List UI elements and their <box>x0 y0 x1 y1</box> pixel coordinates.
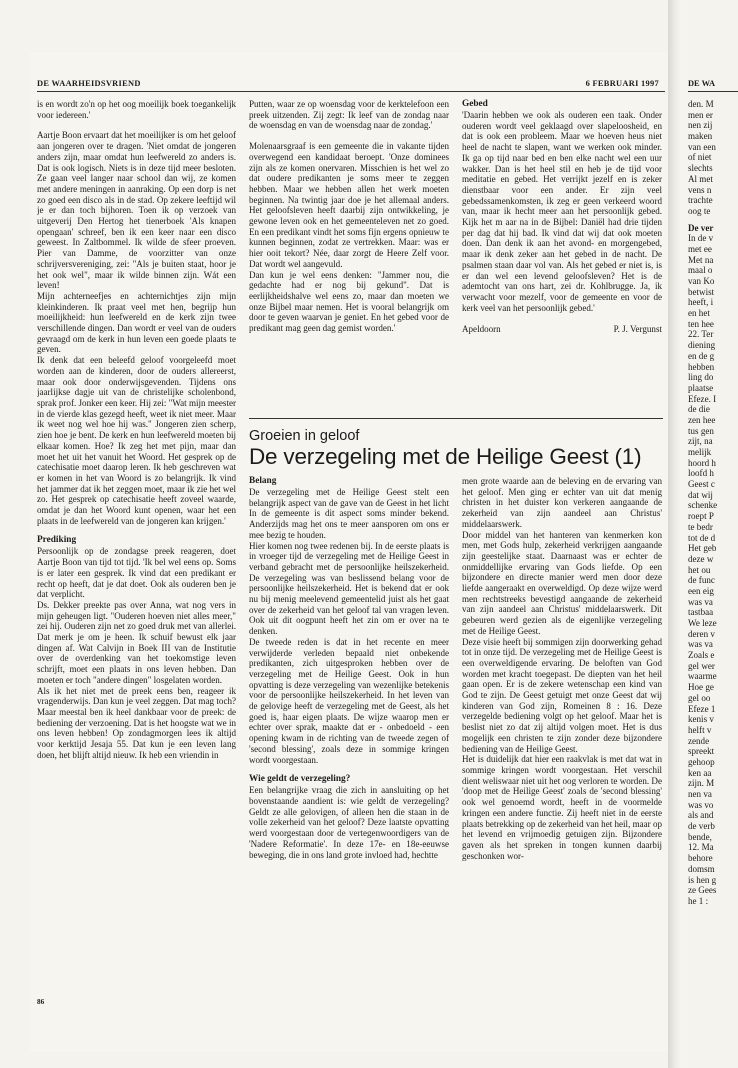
subheading-wie-geldt: Wie geldt de verzegeling? <box>249 774 351 785</box>
page-gutter <box>668 0 682 1068</box>
text-line <box>688 928 738 939</box>
text-line: oog te <box>688 205 711 216</box>
text-line: trachte <box>688 195 713 206</box>
article-column-2 <box>462 476 662 1046</box>
paragraph: Aartje Boon ervaart dat het moeilijker is om het geloof aan jongeren over te dragen. 'Niet omdat de jongeren anders zijn, maar omdat hun leefwereld zo anders is. Dat is ook logisch. Niets is in deze tijd meer besloten. Ze gaan veel langer naar school dan wij, ze komen met andere meningen in aanraking. Op een dorp is net zo goed een disco als in de stad. Op zekere leeftijd wil je er dan toch bijhoren. Toen ik op verzoek van uitgeverij Den Hertog het tienerboek 'Als knapen opengaan' schreef, ben ik een keer naar een disco geweest. In Zaltbommel. Ik wilde de sfeer proeven. Pier van Damme, de voorzitter van onze schrijversvereniging, zei: "Als je buiten staat, hoor je het ook wel", maar ik wilde binnen zijn. Wát een leven! <box>37 130 236 291</box>
text-line <box>688 939 738 950</box>
text-line: maken <box>688 131 713 142</box>
paragraph: is en wordt zo'n op het oog moeilijk boek toegankelijk voor iedereen.' <box>37 99 236 120</box>
text-line: betwist <box>688 286 715 297</box>
text-line: nen va <box>688 789 712 799</box>
paragraph: De verzegeling met de Heilige Geest stelt een belangrijk aspect van de gave van de Geest in het licht In de gemeente is dit aspect soms minder bekend. Anderzijds mag het ons te meer aansporen om ons er mee bezig te houden. <box>249 487 449 540</box>
paragraph: Hier komen nog twee redenen bij. In de eerste plaats is in vroeger tijd de verzegeling met de Heilige Geest in verband gebracht met de persoonlijke heilszekerheid. De verzegeling was van beslissend belang voor de persoonlijke heilszekerheid. Het is bekend dat er ook nu bij menig meelevend gemeentelid juist als het gaat over de zekerheid van het geloof tal van vragen leven. Ook uit dit oogpunt heeft het zin om er over na te denken. <box>249 540 449 637</box>
header-rule <box>37 91 665 92</box>
text-line <box>688 917 738 928</box>
text-line <box>688 971 738 982</box>
text-line: was va <box>688 639 713 650</box>
text-line: plaatse <box>688 382 714 393</box>
text-line: zijt, na <box>688 436 713 447</box>
paragraph: Door middel van het hanteren van kenmerken kon men, met Gods hulp, zekerheid verkrijgen aangaande zijn geestelijke staat. Daarnaast was er echter de onmiddellijke ervaring van Gods liefde. Op een bijzondere en directe manier werd men door deze liefde aangeraakt en overweldigd. Op deze wijze werd men rechtstreeks bevestigd aangaande de zekerheid van zijn aandeel aan Christus' middelaarswerk. Dit gebeuren werd gezien als de eigenlijke verzegeling met de Heilige Geest. <box>462 529 662 636</box>
subheading-gebed: Gebed <box>462 99 488 109</box>
article-kicker: Groeien in geloof <box>249 428 360 444</box>
text-line: he 1 : <box>688 895 709 906</box>
text-line: was vo <box>688 799 714 810</box>
text-line <box>688 992 738 1003</box>
text-line: hoord h <box>688 457 716 468</box>
text-line: Al met <box>688 173 713 184</box>
article-title: De verzegeling met de Heilige Geest (1) <box>249 444 642 469</box>
next-page-column <box>688 99 738 1013</box>
text-line: te bedr <box>688 521 713 532</box>
text-line: ze Gees <box>688 885 717 896</box>
text-line: de die <box>688 404 710 415</box>
text-line: loofd h <box>688 468 714 479</box>
next-page-fragment <box>682 52 738 1052</box>
text-line: een eig <box>688 585 714 596</box>
signature-line <box>462 324 662 335</box>
column-2-top <box>249 99 449 394</box>
text-line: maal o <box>688 265 713 276</box>
text-line: helft v <box>688 724 712 735</box>
text-line: Efeze 1 <box>688 703 716 714</box>
next-page-header: DE WA <box>688 79 716 88</box>
text-line: Geest c <box>688 479 715 490</box>
column-3-top <box>462 99 662 410</box>
magazine-page <box>30 52 668 1052</box>
text-line: zen hee <box>688 414 716 425</box>
text-line: van Ko <box>688 276 715 286</box>
text-line: Efeze. I <box>688 393 717 404</box>
text-line: zijn. M <box>688 778 715 789</box>
text-line: ten hee <box>688 318 714 329</box>
text-line: met ee <box>688 243 712 254</box>
paragraph: De tweede reden is dat in het recente en meer verwijderde verleden bepaald niet onbekende predikanten, zich uitgesproken hebben over de verzegeling met de Heilige Geest. Ook in hun opvatting is deze verzegeling van wezenlijke betekenis voor de persoonlijke heilszekerheid. In het leven van de gelovige heeft de verzegeling met de Geest, als het goed is, haar eigen plaats. De wijze waarop men er echter over sprak, maakte dat er - onbedoeld - een opening kwam in de richting van de tweede zegen of 'second blessing', zoals deze in sommige kringen wordt voorgestaan. <box>249 636 449 765</box>
paragraph: 'Daarin hebben we ook als ouderen een taak. Onder ouderen wordt veel geklaagd over slapeloosheid, en dat is ook een probleem. Maar we hoeven heus niet heel de nacht te slapen, want we werken ook minder. Ik ga op tijd naar bed en ben elke nacht wel een uur wakker. Dan is het heel stil en heb je de tijd voor meditatie en gebed. Het verrijkt jezelf en is zeker dienstbaar voor een ander. Er zijn veel gebedssamenkomsten, ik zeg er geen verkeerd woord van, maar ik hecht meer aan het persoonlijk gebed. Kijk het m aar na in de Bijbel: Daniël had drie tijden per dag dat hij bad. Ik vind dat wij dat ook moeten doen. Dan denk ik aan het avond- en morgengebed, maar ik denk zeker aan het gebed in de nacht. De psalmen staan daar vol van. Als het gebed er niet is, is er dan wel een levend geloofsleven? Het is de ademtocht van ons hart, zei dr. Kohlbrugge. Ja, ik verwacht voor mezelf, voor de gemeente en voor de kerk veel van het persoonlijk gebed.' <box>462 110 662 313</box>
paragraph: Dan kun je wel eens denken: "Jammer nou, die gedachte had er nog bij gekund". Dat is eerlijkheidshalve wel eens zo, maar dan moeten we onze Bijbel maar nemen. Het is vooral belangrijk om door te geven waarvan je geniet. En het gebed voor de predikant mag geen dag gemist worden.' <box>249 269 449 334</box>
article-column-1 <box>249 476 449 1046</box>
signature-author: P. J. Vergunst <box>613 324 662 335</box>
paragraph: Een belangrijke vraag die zich in aansluiting op het bovenstaande aandient is: wie geldt de verzegeling? Geldt ze alle gelovigen, of alleen hen die staan in de volle zekerheid van het geloof? Deze laatste opvatting werd voorgestaan door de vertegenwoordigers van de 'Nadere Reformatie'. In deze 17e- en 18e-eeuwse beweging, die in ons land grote invloed had, hechtte <box>249 785 449 860</box>
text-line: gehoop <box>688 756 715 767</box>
text-line: zende <box>688 735 710 746</box>
text-line: diening <box>688 340 716 351</box>
paragraph: Ds. Dekker preekte pas over Anna, wat nog vers in mijn geheugen ligt. "Ouderen hoeven niet alles meer," zei hij. Ouderen zijn net zo goed druk met van allerlei. Dat merk je om je heen. Ik schuif bewust elk jaar dingen af. Wat Calvijn in Boek III van de Institutie over de overdenking van het toekomstige leven schrijft, moet een plaats in ons leven hebben. Dan moeten er toch "andere dingen" losgelaten worden. <box>37 599 236 685</box>
text-line: slechts <box>688 163 713 174</box>
column-1 <box>37 99 236 1044</box>
paragraph: Putten, waar ze op woensdag voor de kerktelefoon een preek uitzenden. Zij zegt: Ik leef van de zondag naar de woensdag en van de woensdag naar de zondag.' <box>249 99 449 131</box>
text-line: ken aa <box>688 767 712 778</box>
text-line: behore <box>688 853 713 864</box>
paragraph: Ik denk dat een beleefd geloof voorgeleefd moet worden aan de kinderen, door de ouders allereerst, maar ook door onderwijsgevenden. Tijdens ons jaarlijkse dagje uit van de christelijke scholenbond, sprak prof. Jonker een keer. Hij zei: "Wat mijn meester in de vierde klas gezegd heeft, weet ik niet meer. Maar ik weet nog wel hoe hij was." Jongeren zien scherp, zien hoe je bent. De kerk en hun leefwereld moeten bij elkaar komen. Hoe? Ik zeg het met pijn, maar dan moet het uit het vanuit het Woord. Het gesprek op de catechisatie moet daarop leren. Ik heb geschreven wat er komen in het van Woord is zo belangrijk. Ik vind het jammer dat ik het zeggen moet, maar ik zie het wel zo. Het gesprek op catechisatie heeft zoveel waarde, omdat je dan het Woord kunt openen, waar het een plaats in de leefwereld van de jongeren kan krijgen.' <box>37 355 236 526</box>
text-line: waarme <box>688 671 717 682</box>
text-line: is hen g <box>688 874 717 885</box>
text-line: 22. Ter <box>688 329 714 340</box>
text-line: 12. Ma <box>688 842 714 853</box>
paragraph: Het is duidelijk dat hier een raakvlak is met dat wat in sommige kringen wordt voorgestaan. Het verschil dient weliswaar niet uit het oog verloren te worden. De 'doop met de Heilige Geest' zoals de 'second blessing' ook wel genoemd wordt, heeft in de voormelde kringen een andere functie. Zij heeft niet in de eerste plaats betrekking op de zekerheid van het heil, maar op het levend en vrijmoedig getuigen zijn. Bijzondere gaven als het spreken in tongen kunnen daarbij geschonken wor- <box>462 754 662 861</box>
text-line: het ou <box>688 564 711 575</box>
publication-name: DE WAARHEIDSVRIEND <box>37 79 141 88</box>
text-line: domsm <box>688 863 715 874</box>
text-line: de func <box>688 575 715 586</box>
text-line: ling do <box>688 372 714 383</box>
text-line: de verb <box>688 821 715 832</box>
text-line <box>688 949 738 960</box>
text-line: den. M <box>688 99 714 109</box>
paragraph: Deze visie heeft bij sommigen zijn doorwerking gehad tot in onze tijd. De verzegeling met de Heilige Geest is een overweldigende ervaring. De beloften van God worden met kracht toegepast. De diepten van het heil gaan open. Er is de zekere wetenschap een kind van God te zijn. De Geest getuigt met onze Geest dat wij kinderen van God zijn, Romeinen 8 : 16. Deze verzegelde bediening volgt op het geloof. Maar het is beslist niet zo dat zij altijd volgen moet. Het is dus mogelijk een christen te zijn zonder deze bijzondere bediening van de Heilige Geest. <box>462 636 662 754</box>
issue-date: 6 FEBRUARI 1997 <box>585 79 659 88</box>
text-line: deze w <box>688 553 714 564</box>
text-line: was va <box>688 596 713 607</box>
next-page-heading: De ver <box>688 222 714 233</box>
text-line: Hoe ge <box>688 682 714 693</box>
article-rule <box>249 418 663 419</box>
paragraph: Mijn achterneefjes en achternichtjes zijn mijn kleinkinderen. Ik praat veel met hen, begrijp hun moeilijkheid: hun leefwereld en de kerk zijn twee verschillende dingen. Dan wordt er veel van de ouders gevraagd om de kerk in hun leven een goede plaats te geven. <box>37 290 236 355</box>
text-line: schenke <box>688 500 718 511</box>
page-number: 86 <box>37 998 45 1006</box>
text-line: melijk <box>688 447 712 457</box>
text-line: tus gen <box>688 425 714 436</box>
subheading-prediking: Prediking <box>37 535 77 546</box>
text-line: gel wer <box>688 660 715 671</box>
text-line: men er <box>688 109 713 120</box>
next-page-rule <box>688 91 738 92</box>
text-line <box>688 907 738 918</box>
text-line: Met na <box>688 254 714 265</box>
text-line: en de g <box>688 350 715 361</box>
text-line: deren v <box>688 628 715 639</box>
text-line: bende, <box>688 831 712 842</box>
text-line: hebben <box>688 361 715 372</box>
text-line <box>688 1003 738 1014</box>
text-line: heeft, i <box>688 297 714 308</box>
text-line: Het geb <box>688 543 717 554</box>
text-line: kenis v <box>688 714 714 725</box>
text-line: dat wij <box>688 489 713 500</box>
text-line: nen zij <box>688 120 713 131</box>
text-line: vens n <box>688 184 712 195</box>
paragraph: men grote waarde aan de beleving en de ervaring van het geloof. Men ging er echter van uit dat menig christen in het duister kon verkeren aangaande de zekerheid van zijn aandeel aan Christus' middelaarswerk. <box>462 476 662 529</box>
text-line: In de v <box>688 233 714 244</box>
text-line: van een <box>688 141 716 152</box>
text-line: tastbaa <box>688 607 714 618</box>
text-line <box>688 960 738 971</box>
text-line: roept P <box>688 511 714 522</box>
text-line: Zoals e <box>688 650 715 661</box>
text-line: gel oo <box>688 692 711 703</box>
text-line: We leze <box>688 618 717 628</box>
paragraph: Persoonlijk op de zondagse preek reageren, doet Aartje Boon van tijd tot tijd. 'Ik bel wel eens op. Soms is er later een gesprek. Ik vind dat een predikant er recht op heeft, dat je dat doet. Ook als ouderen ben je dat verplicht. <box>37 546 236 600</box>
text-line: of niet <box>688 152 712 163</box>
subheading-belang: Belang <box>249 476 277 486</box>
text-line: spreekt <box>688 746 715 757</box>
text-line: als and <box>688 810 714 821</box>
text-line: en het <box>688 308 710 319</box>
signature-place: Apeldoorn <box>462 324 501 335</box>
paragraph: Als ik het niet met de preek eens ben, reageer ik vragenderwijs. Dan kun je veel zeggen. Dat mag toch? Maar meestal ben ik heel dankbaar voor de preek: de bediening der verzoening. Dat is het hoogste wat we in ons leven hebben! Op zondagmorgen lees ik altijd voor kerktijd Jesaja 55. Dat kun je een leven lang doen, het blijft altijd nieuw. Ik heb een vriendin in <box>37 685 236 760</box>
text-line <box>688 981 738 992</box>
text-line: tot de d <box>688 532 716 543</box>
paragraph: Molenaarsgraaf is een gemeente die in vakante tijden overwegend een kandidaat beroept. 'Onze dominees zijn als ze komen onervaren. Misschien is het wel zo dat oudere predikanten je soms meer te zeggen hebben. Maar we hebben allen het werk moeten beginnen. Na twintig jaar doe je het allemaal anders. Het geloofsleven heeft daarbij zijn ontwikkeling, je gewone leven ook en het gemeenteleven net zo goed. En een predikant vindt het soms fijn ergens opnieuw te kunnen beginnen, zodat ze vertrekken. Maar: was er hier ooit tekort? Née, daar zorgt de Heere Zelf voor. Dat wordt wel aangevuld. <box>249 141 449 269</box>
